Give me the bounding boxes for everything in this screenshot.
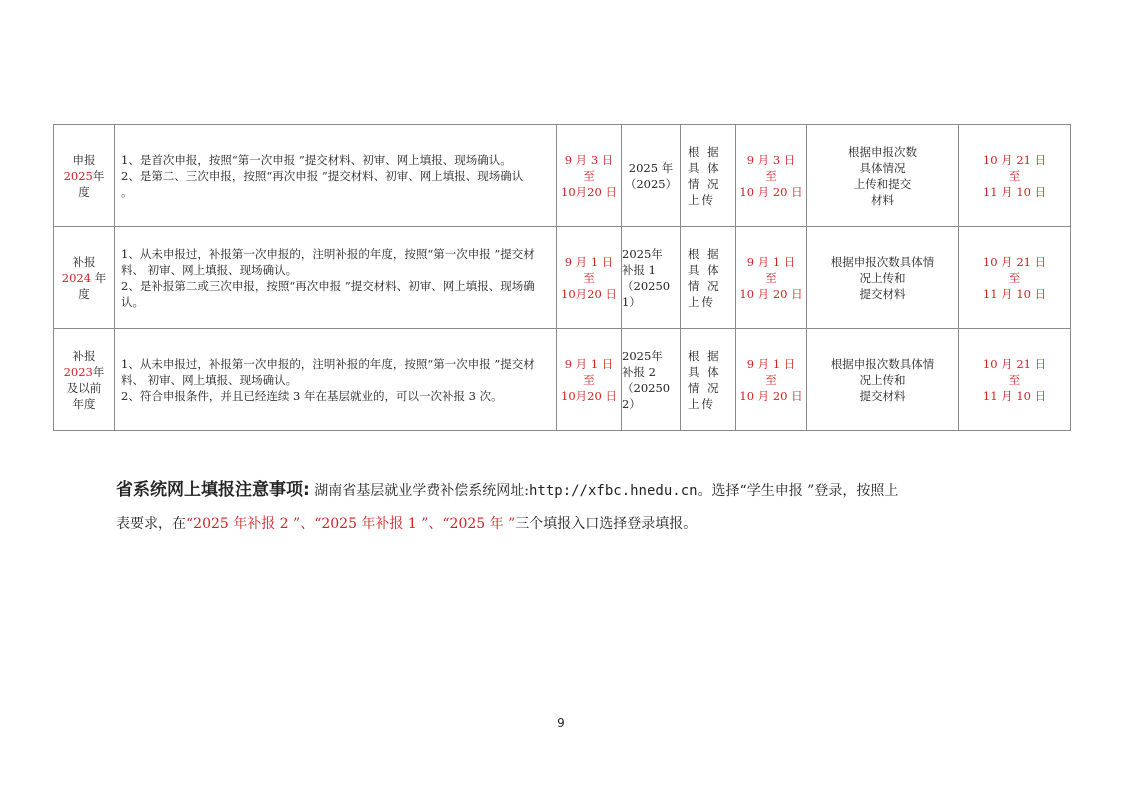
review-period-cell: 10 月 21 日 至 11 月 10 日 — [959, 125, 1071, 227]
table-row — [54, 329, 1071, 431]
notice-text: 。选择“学生申报 ”登录，按照上 — [697, 483, 899, 499]
application-period-cell: 9 月 3 日 至 10月20 日 — [557, 125, 622, 227]
upload-period-cell: 9 月 3 日 至 10 月 20 日 — [736, 125, 807, 227]
application-period-cell: 9 月 1 日 至 10月20 日 — [557, 227, 622, 329]
table-row — [54, 227, 1071, 329]
materials-cell: 根据申报次数 具体情况 上传和提交 材料 — [807, 125, 959, 227]
upload-info-cell: 根 据 具 体 情 况 上传 — [681, 125, 736, 227]
notice-heading: 省系统网上填报注意事项: — [116, 480, 310, 500]
notice-text: 湖南省基层就业学费补偿系统网址: — [309, 483, 529, 499]
year-cell: 申报 2025年 度 — [54, 125, 115, 227]
description-cell: 1、从未申报过，补报第一次申报的，注明补报的年度，按照“第一次申报 ”提交材 料、 初审、网上填报、现场确认。 2、是补报第二或三次申报，按照“再次申报 ”提交材料、初审、网上填报、现场确 认。 — [115, 227, 557, 329]
entry-cell: 2025 年 （2025） — [622, 125, 681, 227]
year-cell: 补报 2024 年 度 — [54, 227, 115, 329]
table-row — [54, 125, 1071, 227]
filing-entries: “2025 年补报 2 ”、“2025 年补报 1 ”、“2025 年 ” — [186, 516, 516, 532]
review-period-cell: 10 月 21 日 至 11 月 10 日 — [959, 227, 1071, 329]
notice-text: 表要求，在 — [116, 516, 186, 532]
application-period-cell: 9 月 1 日 至 10月20 日 — [557, 329, 622, 431]
upload-period-cell: 9 月 1 日 至 10 月 20 日 — [736, 329, 807, 431]
entry-cell: 2025年 补报 1 （20250 1） — [622, 227, 681, 329]
page-number: 9 — [557, 716, 565, 730]
upload-info-cell: 根 据 具 体 情 况 上传 — [681, 227, 736, 329]
review-period-cell: 10 月 21 日 至 11 月 10 日 — [959, 329, 1071, 431]
notice-text: 三个填报入口选择登录填报。 — [515, 516, 698, 532]
upload-period-cell: 9 月 1 日 至 10 月 20 日 — [736, 227, 807, 329]
year-cell: 补报 2023年 及以前 年度 — [54, 329, 115, 431]
description-cell: 1、从未申报过，补报第一次申报的，注明补报的年度，按照“第一次申报 ”提交材 料、 初审、网上填报、现场确认。 2、符合申报条件，并且已经连续 3 年在基层就业的，可以一次补报 3 次。 — [115, 329, 557, 431]
schedule-table — [53, 124, 1071, 431]
system-url-link[interactable]: http://xfbc.hnedu.cn — [528, 483, 698, 499]
materials-cell: 根据申报次数具体情 况上传和 提交材料 — [807, 329, 959, 431]
materials-cell: 根据申报次数具体情 况上传和 提交材料 — [807, 227, 959, 329]
entry-cell: 2025年 补报 2 （20250 2） — [622, 329, 681, 431]
upload-info-cell: 根 据 具 体 情 况 上传 — [681, 329, 736, 431]
description-cell: 1、是首次申报，按照“第一次申报 ”提交材料、初审、网上填报、现场确认。 2、是第二、三次申报，按照“再次申报 ”提交材料、初审、网上填报、现场确认 。 — [115, 125, 557, 227]
online-filing-notice — [116, 474, 1016, 541]
